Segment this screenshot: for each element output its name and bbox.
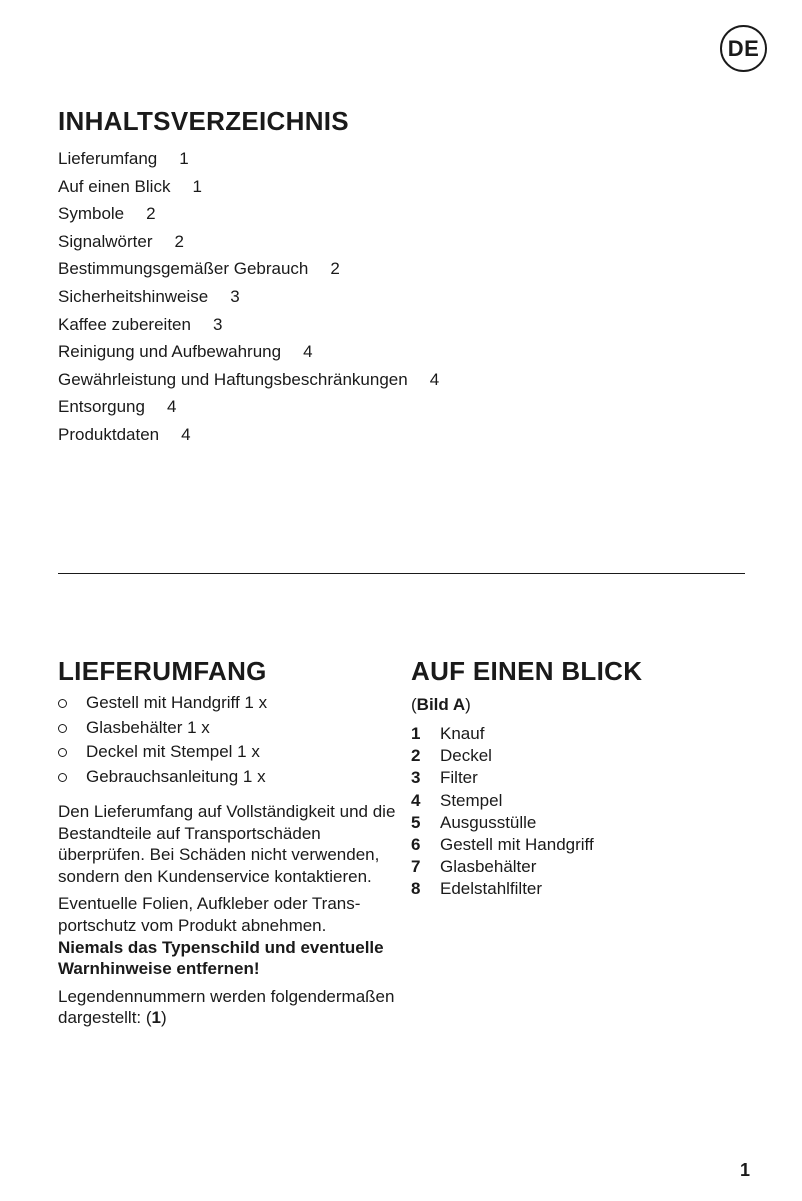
part-item [411, 856, 751, 878]
toc-entry-title: Symbole [58, 204, 125, 224]
warning-text: Niemals das Typenschild und eventuelle Warnhinweise entfernen! [58, 937, 384, 979]
remove-packaging-paragraph [58, 893, 398, 979]
part-label: Glasbehälter [440, 857, 537, 877]
lieferumfang-section [58, 656, 398, 1035]
figure-ref-close: ) [465, 695, 471, 714]
toc-entry[interactable] [58, 338, 439, 366]
part-label: Knauf [440, 724, 485, 743]
toc-entry-page: 4 [166, 397, 177, 417]
circle-bullet-icon [58, 748, 67, 757]
part-item [411, 790, 751, 812]
auf-einen-blick-section [411, 656, 751, 901]
toc-entry[interactable] [58, 145, 439, 173]
list-item-text: Deckel mit Stempel 1 x [86, 742, 260, 761]
list-item [58, 740, 398, 765]
auf-einen-blick-heading: AUF EINEN BLICK [411, 656, 643, 686]
figure-reference [411, 693, 751, 717]
toc-heading: INHALTSVERZEICHNIS [58, 106, 349, 136]
part-number: 7 [411, 857, 421, 877]
part-item [411, 812, 751, 834]
circle-bullet-icon [58, 773, 67, 782]
toc-entry-title: Auf einen Blick [58, 176, 171, 196]
toc-entry-page: 3 [212, 314, 223, 334]
list-item-text: Glasbehälter 1 x [86, 717, 210, 737]
toc-entry-page: 3 [230, 286, 240, 306]
part-number: 8 [411, 879, 421, 899]
language-badge: DE [720, 25, 767, 72]
toc-entry-title: Kaffee zubereiten [58, 314, 191, 334]
page-number: 1 [740, 1160, 751, 1180]
part-item [411, 834, 751, 856]
toc-entry-page: 2 [174, 231, 184, 251]
toc-entry-page: 1 [192, 176, 202, 196]
toc-entry[interactable] [58, 421, 439, 449]
part-number: 1 [411, 724, 421, 743]
toc-entry-page: 2 [146, 204, 156, 224]
check-contents-paragraph: Den Lieferumfang auf Vollständigkeit und die Bestandteile auf Transportschäden überprüfen. Bei Schäden nicht verwenden, sondern den Kundenservice kontaktieren. [58, 802, 396, 886]
table-of-contents [58, 145, 439, 449]
part-number: 6 [411, 835, 421, 855]
part-label: Deckel [440, 746, 492, 766]
toc-entry-page: 4 [429, 369, 440, 389]
circle-bullet-icon [58, 699, 67, 708]
toc-entry-page: 1 [179, 149, 189, 168]
toc-entry[interactable] [58, 255, 439, 283]
legend-close: ) [161, 1008, 167, 1028]
toc-entry-page: 4 [181, 424, 191, 444]
list-item [58, 716, 398, 741]
legend-paragraph [58, 986, 398, 1029]
part-number: 2 [411, 746, 421, 766]
toc-entry-title: Lieferumfang [58, 149, 158, 168]
legend-example: 1 [151, 1008, 162, 1028]
figure-ref-open: ( [411, 695, 417, 714]
toc-entry[interactable] [58, 366, 439, 394]
circle-bullet-icon [58, 724, 67, 733]
toc-entry-title: Produktdaten [58, 424, 160, 444]
part-number: 4 [411, 790, 421, 810]
list-item-text: Gestell mit Handgriff 1 x [86, 693, 268, 712]
figure-ref-label: Bild A [416, 695, 466, 714]
part-number: 5 [411, 812, 421, 832]
toc-entry-title: Signalwörter [58, 231, 153, 251]
list-item-text: Gebrauchsanleitung 1 x [86, 766, 266, 786]
toc-entry[interactable] [58, 283, 439, 311]
toc-entry[interactable] [58, 228, 439, 256]
part-item [411, 878, 751, 900]
part-label: Edelstahlfilter [440, 879, 543, 899]
list-item [58, 691, 398, 716]
list-item [58, 765, 398, 790]
part-number: 3 [411, 768, 421, 788]
toc-entry[interactable] [58, 200, 439, 228]
toc-entry-title: Gewährleistung und Haftungsbeschränkungen [58, 369, 408, 389]
toc-entry-page: 4 [303, 342, 313, 362]
part-label: Ausgusstülle [440, 812, 537, 832]
parts-list [411, 723, 751, 901]
part-item [411, 745, 751, 767]
part-label: Gestell mit Handgriff [440, 835, 594, 855]
toc-entry[interactable] [58, 311, 439, 339]
part-label: Stempel [440, 790, 503, 810]
toc-entry-title: Sicherheitshinweise [58, 286, 209, 306]
remove-packaging-text: Eventuelle Folien, Aufkleber oder Transportschutz vom Produkt abnehmen. [58, 894, 361, 935]
lieferumfang-list [58, 691, 398, 789]
toc-entry[interactable] [58, 393, 439, 421]
lieferumfang-heading: LIEFERUMFANG [58, 656, 267, 686]
toc-entry-title: Bestimmungsgemäßer Gebrauch [58, 259, 309, 279]
part-label: Filter [440, 768, 478, 788]
part-item [411, 723, 751, 745]
toc-entry-title: Reinigung und Aufbewahrung [58, 342, 282, 362]
toc-entry-page: 2 [330, 259, 340, 279]
part-item [411, 767, 751, 789]
legend-text: Legendennummern werden folgendermaßen dargestellt: ( [58, 986, 395, 1028]
section-divider [58, 573, 745, 574]
toc-entry[interactable] [58, 173, 439, 201]
toc-entry-title: Entsorgung [58, 397, 145, 417]
